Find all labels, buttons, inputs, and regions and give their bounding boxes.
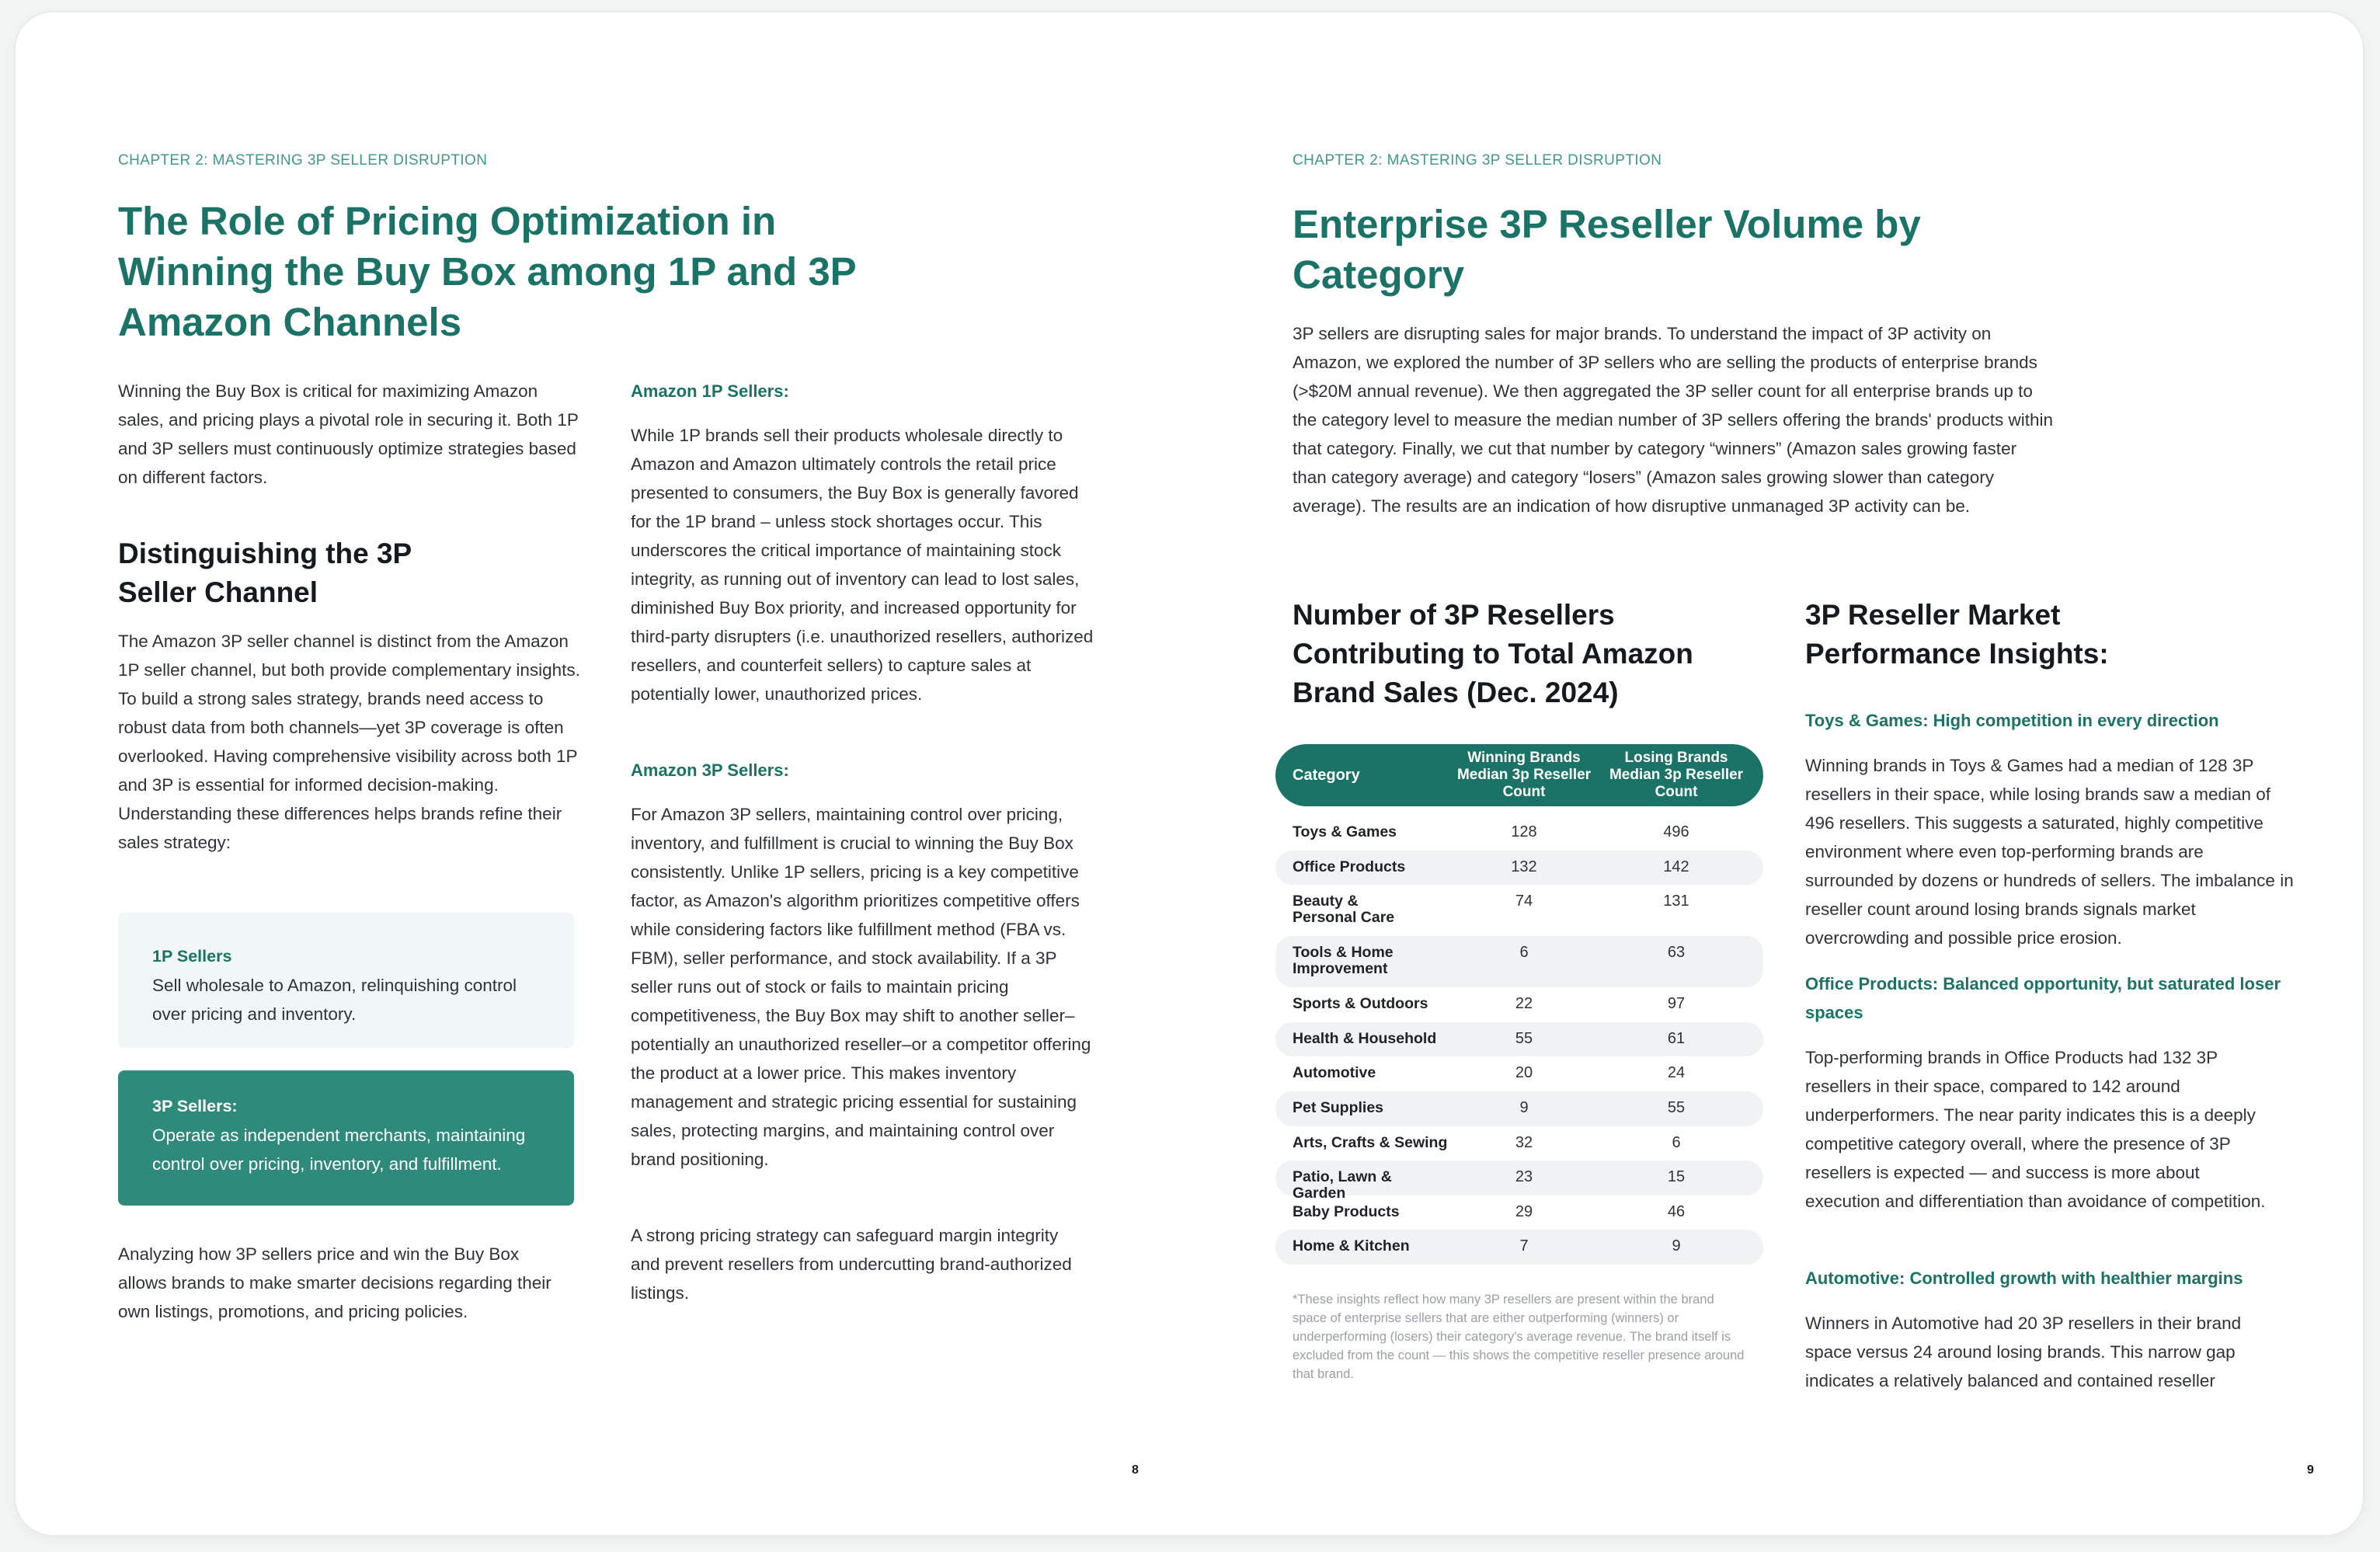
table-row bbox=[1275, 1161, 1763, 1202]
table-cell-losing: 496 bbox=[1663, 823, 1689, 840]
table-cell-category: Beauty & Personal Care bbox=[1293, 893, 1395, 927]
table-cell-losing: 24 bbox=[1667, 1064, 1686, 1082]
table-cell-category: Home & Kitchen bbox=[1293, 1237, 1410, 1255]
table-cell-category: Office Products bbox=[1293, 858, 1406, 875]
callout-1p-title: 1P Sellers bbox=[152, 947, 232, 966]
table-cell-winning: 20 bbox=[1515, 1064, 1533, 1082]
table-row bbox=[1275, 1091, 1763, 1126]
table-row bbox=[1275, 1230, 1763, 1265]
table-row bbox=[1275, 885, 1763, 936]
insight-text-office-products: Top-performing brands in Office Products had 132 3P resellers in their space, compared to 142 around underperformers. The near parity indicates this is a deeply competitive category overall, where the presence of 3P resellers is expected — and success is more about execution and differentiation than avoidance of competition. bbox=[1805, 1048, 2266, 1211]
callout-3p-sellers bbox=[118, 1070, 574, 1206]
table-cell-losing: 9 bbox=[1672, 1237, 1681, 1255]
table-cell-winning: 55 bbox=[1515, 1029, 1533, 1047]
table-cell-winning: 6 bbox=[1519, 944, 1529, 962]
insights-heading: 3P Reseller Market Performance Insights: bbox=[1805, 599, 2109, 670]
page-number-left: 8 bbox=[1132, 1463, 1139, 1477]
paragraph-amazon-1p: While 1P brands sell their products wholesale directly to Amazon and Amazon ultimately controls the retail price presented to consumers, the Buy Box is generally favored for the 1P brand – unless stock shortages occur. This underscores the critical importance of maintaining stock integrity, as running out of inventory can lead to lost sales, diminished Buy Box priority, and increased opportunity for third-party disrupters (i.e. unauthorized resellers, authorized resellers, and counterfeit sellers) to capture sales at potentially lower, unauthorized prices. bbox=[631, 426, 1094, 704]
table-cell-category: Health & Household bbox=[1293, 1029, 1437, 1047]
subheading-amazon-3p: Amazon 3P Sellers: bbox=[631, 760, 789, 780]
closing-paragraph-left: Analyzing how 3P sellers price and win the Buy Box allows brands to make smarter decisions regarding their own listings, promotions, and pricing policies. bbox=[118, 1244, 552, 1321]
table-header-row bbox=[1275, 744, 1763, 806]
table-cell-losing: 63 bbox=[1667, 944, 1686, 962]
table-cell-category: Patio, Lawn & Garden bbox=[1293, 1168, 1392, 1202]
table-cell-losing: 61 bbox=[1667, 1029, 1686, 1047]
table-cell-losing: 55 bbox=[1667, 1098, 1686, 1116]
table-heading: Number of 3P Resellers Contributing to Total Amazon Brand Sales (Dec. 2024) bbox=[1293, 599, 1693, 708]
table-cell-winning: 9 bbox=[1519, 1098, 1529, 1116]
insight-title-office-products: Office Products: Balanced opportunity, but saturated loser spaces bbox=[1805, 974, 2281, 1022]
table-cell-losing: 142 bbox=[1663, 858, 1689, 875]
reseller-count-table bbox=[1275, 744, 1763, 1265]
table-body bbox=[1275, 806, 1763, 1265]
table-row bbox=[1275, 1056, 1763, 1091]
table-cell-winning: 23 bbox=[1515, 1168, 1533, 1186]
table-row bbox=[1275, 851, 1763, 886]
chapter-kicker-right: CHAPTER 2: MASTERING 3P SELLER DISRUPTION bbox=[1293, 152, 1662, 169]
insight-text-automotive: Winners in Automotive had 20 3P resellers in their brand space versus 24 around losing brands. This narrow gap indicates a relatively balanced and contained reseller bbox=[1805, 1314, 2242, 1390]
table-cell-category: Arts, Crafts & Sewing bbox=[1293, 1133, 1448, 1151]
table-cell-category: Pet Supplies bbox=[1293, 1098, 1384, 1116]
callout-1p-text: Sell wholesale to Amazon, relinquishing control over pricing and inventory. bbox=[152, 976, 517, 1024]
table-header-winning: Winning Brands Median 3p Reseller Count bbox=[1456, 750, 1592, 800]
callout-1p-sellers bbox=[118, 913, 574, 1048]
subheading-amazon-1p: Amazon 1P Sellers: bbox=[631, 381, 789, 401]
table-row bbox=[1275, 987, 1763, 1022]
table-header-category: Category bbox=[1293, 766, 1360, 784]
table-cell-losing: 15 bbox=[1667, 1168, 1686, 1186]
table-cell-category: Sports & Outdoors bbox=[1293, 995, 1428, 1013]
table-row bbox=[1275, 816, 1763, 851]
section-heading-distinguishing: Distinguishing the 3P Seller Channel bbox=[118, 538, 412, 608]
table-cell-winning: 132 bbox=[1511, 858, 1537, 875]
table-cell-winning: 32 bbox=[1515, 1133, 1533, 1151]
insight-text-toys-games: Winning brands in Toys & Games had a median of 128 3P resellers in their space, while losing brands saw a median of 496 resellers. This suggests a saturated, highly competitive environment where even top-performing brands are surrounded by dozens or hundreds of sellers. The imbalance in reseller count around losing brands signals market overcrowding and possible price erosion. bbox=[1805, 756, 2294, 948]
table-footnote: *These insights reflect how many 3P resellers are present within the brand space of enterprise sellers that are either outperforming (winners) or underperforming (losers) their category's average revenue. The brand itself is excluded from the count — this shows the competitive reseller presence around that brand. bbox=[1293, 1293, 1745, 1381]
table-cell-losing: 6 bbox=[1672, 1133, 1681, 1151]
table-cell-losing: 131 bbox=[1663, 893, 1689, 910]
insight-title-automotive: Automotive: Controlled growth with healthier margins bbox=[1805, 1268, 2243, 1288]
paragraph-amazon-3p: For Amazon 3P sellers, maintaining control over pricing, inventory, and fulfillment is crucial to winning the Buy Box consistently. Unlike 1P sellers, pricing is a key competitive factor, as Amazon's algorithm prioritizes competitive offers while considering factors like fulfillment method (FBA vs. FBM), seller performance, and stock availability. If a 3P seller runs out of stock or fails to maintain pricing competitiveness, the Buy Box may shift to another seller–potentially an unauthorized reseller–or a competitor offering the product at a lower price. This makes inventory management and strategic pricing essential for sustaining sales, protecting margins, and maintaining control over brand positioning. bbox=[631, 805, 1091, 1169]
chapter-kicker-left: CHAPTER 2: MASTERING 3P SELLER DISRUPTION bbox=[118, 152, 488, 169]
paragraph-pricing-strategy: A strong pricing strategy can safeguard margin integrity and prevent resellers from undercutting brand-authorized listings. bbox=[631, 1226, 1072, 1303]
intro-paragraph-right: 3P sellers are disrupting sales for major brands. To understand the impact of 3P activity on Amazon, we explored the number of 3P sellers who are selling the products of enterprise brands (>$20M annual revenue). We then aggregated the 3P seller count for all enterprise brands up to the category level to measure the median number of 3P sellers offering the brands' products within that category. Finally, we cut that number by category “winners” (Amazon sales growing faster than category average) and category “losers” (Amazon sales growing slower than category average). The results are an indication of how disruptive unmanaged 3P activity can be. bbox=[1293, 324, 2054, 516]
table-row bbox=[1275, 1022, 1763, 1057]
table-row bbox=[1275, 1126, 1763, 1161]
table-cell-winning: 74 bbox=[1515, 893, 1533, 910]
table-cell-losing: 97 bbox=[1667, 995, 1686, 1013]
page-number-right: 9 bbox=[2307, 1463, 2314, 1477]
table-header-losing: Losing Brands Median 3p Reseller Count bbox=[1609, 750, 1744, 800]
insight-title-toys-games: Toys & Games: High competition in every direction bbox=[1805, 711, 2219, 730]
callout-3p-title: 3P Sellers: bbox=[152, 1097, 238, 1115]
table-cell-category: Automotive bbox=[1293, 1064, 1376, 1082]
table-cell-winning: 128 bbox=[1511, 823, 1537, 840]
table-cell-winning: 7 bbox=[1519, 1237, 1529, 1255]
page-title-left: The Role of Pricing Optimization in Winning the Buy Box among 1P and 3P Amazon Channels bbox=[118, 199, 856, 344]
table-cell-winning: 22 bbox=[1515, 995, 1533, 1013]
callout-3p-text: Operate as independent merchants, maintaining control over pricing, inventory, and fulfillment. bbox=[152, 1126, 526, 1174]
table-cell-losing: 46 bbox=[1667, 1202, 1686, 1220]
table-row bbox=[1275, 936, 1763, 987]
table-cell-category: Baby Products bbox=[1293, 1202, 1400, 1220]
intro-paragraph-left: Winning the Buy Box is critical for maximizing Amazon sales, and pricing plays a pivotal role in securing it. Both 1P and 3P sellers must continuously optimize strategies based on different factors. bbox=[118, 381, 579, 487]
document-spread bbox=[16, 12, 2363, 1535]
page-title-right: Enterprise 3P Reseller Volume by Category bbox=[1293, 202, 1921, 297]
table-cell-category: Tools & Home Improvement bbox=[1293, 944, 1394, 978]
table-cell-winning: 29 bbox=[1515, 1202, 1533, 1220]
table-cell-category: Toys & Games bbox=[1293, 823, 1397, 840]
section-paragraph-distinguishing: The Amazon 3P seller channel is distinct from the Amazon 1P seller channel, but both provide complementary insights. To build a strong sales strategy, brands need access to robust data from both channels—yet 3P coverage is often overlooked. Having comprehensive visibility across both 1P and 3P is essential for informed decision-making. Understanding these differences helps brands refine their sales strategy: bbox=[118, 632, 580, 852]
